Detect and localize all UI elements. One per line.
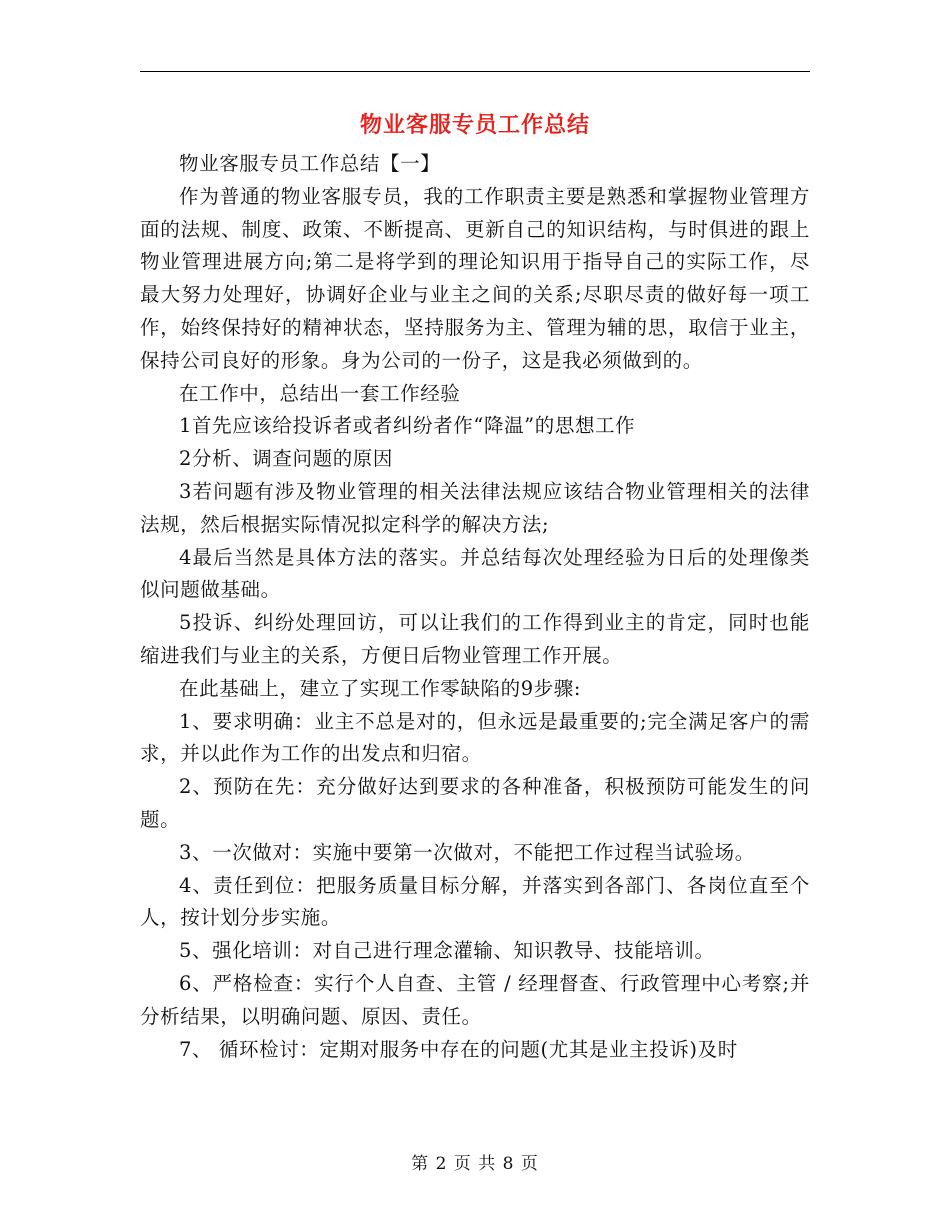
paragraph: 4、责任到位：把服务质量目标分解，并落实到各部门、各岗位直至个人，按计划分步实施。	[140, 873, 810, 930]
paragraph: 1、要求明确：业主不总是对的，但永远是最重要的;完全满足客户的需求，并以此作为工作的出发点和归宿。	[140, 709, 810, 766]
paragraph: 7、 循环检讨：定期对服务中存在的问题(尤其是业主投诉)及时	[179, 1037, 738, 1061]
paragraph: 1首先应该给投诉者或者纠纷者作“降温”的思想工作	[179, 414, 636, 438]
document-body	[140, 148, 810, 1066]
paragraph: 在此基础上，建立了实现工作零缺陷的9步骤:	[179, 676, 582, 700]
paragraph: 5投诉、纠纷处理回访，可以让我们的工作得到业主的肯定，同时也能缩进我们与业主的关系，方便日后物业管理工作开展。	[140, 611, 810, 667]
paragraph: 2分析、调查问题的原因	[179, 447, 394, 471]
paragraph: 3、一次做对：实施中要第一次做对，不能把工作过程当试验场。	[179, 840, 755, 864]
paragraph: 作为普通的物业客服专员，我的工作职责主要是熟悉和掌握物业管理方面的法规、制度、政策、不断提高、更新自己的知识结构，与时俱进的跟上物业管理进展方向;第二是将学到的理论知识用于指导自己的实际工作，尽最大努力处理好，协调好企业与业主之间的关系;尽职尽责的做好每一项工作，始终保持好的精神状态，坚持服务为主、管理为辅的思，取信于业主，保持公司良好的形象。身为公司的一份子，这是我必须做到的。	[140, 184, 810, 372]
paragraph: 6、严格检查：实行个人自查、主管 / 经理督查、行政管理中心考察;并分析结果，以明确问题、原因、责任。	[140, 971, 810, 1028]
paragraph: 4最后当然是具体方法的落实。并总结每次处理经验为日后的处理像类似问题做基础。	[140, 545, 810, 602]
page-number-footer: 第 2 页 共 8 页	[411, 1154, 539, 1174]
paragraph: 物业客服专员工作总结【一】	[179, 152, 441, 175]
paragraph: 2、预防在先：充分做好达到要求的各种准备，积极预防可能发生的问题。	[140, 775, 810, 831]
document-title: 物业客服专员工作总结	[359, 112, 590, 138]
paragraph: 在工作中，总结出一套工作经验	[179, 381, 461, 405]
paragraph: 3若问题有涉及物业管理的相关法律法规应该结合物业管理相关的法律法规，然后根据实际情况拟定科学的解决方法;	[140, 479, 810, 536]
paragraph: 5、强化培训：对自己进行理念灌输、知识教导、技能培训。	[179, 939, 715, 963]
header-rule	[140, 71, 810, 72]
